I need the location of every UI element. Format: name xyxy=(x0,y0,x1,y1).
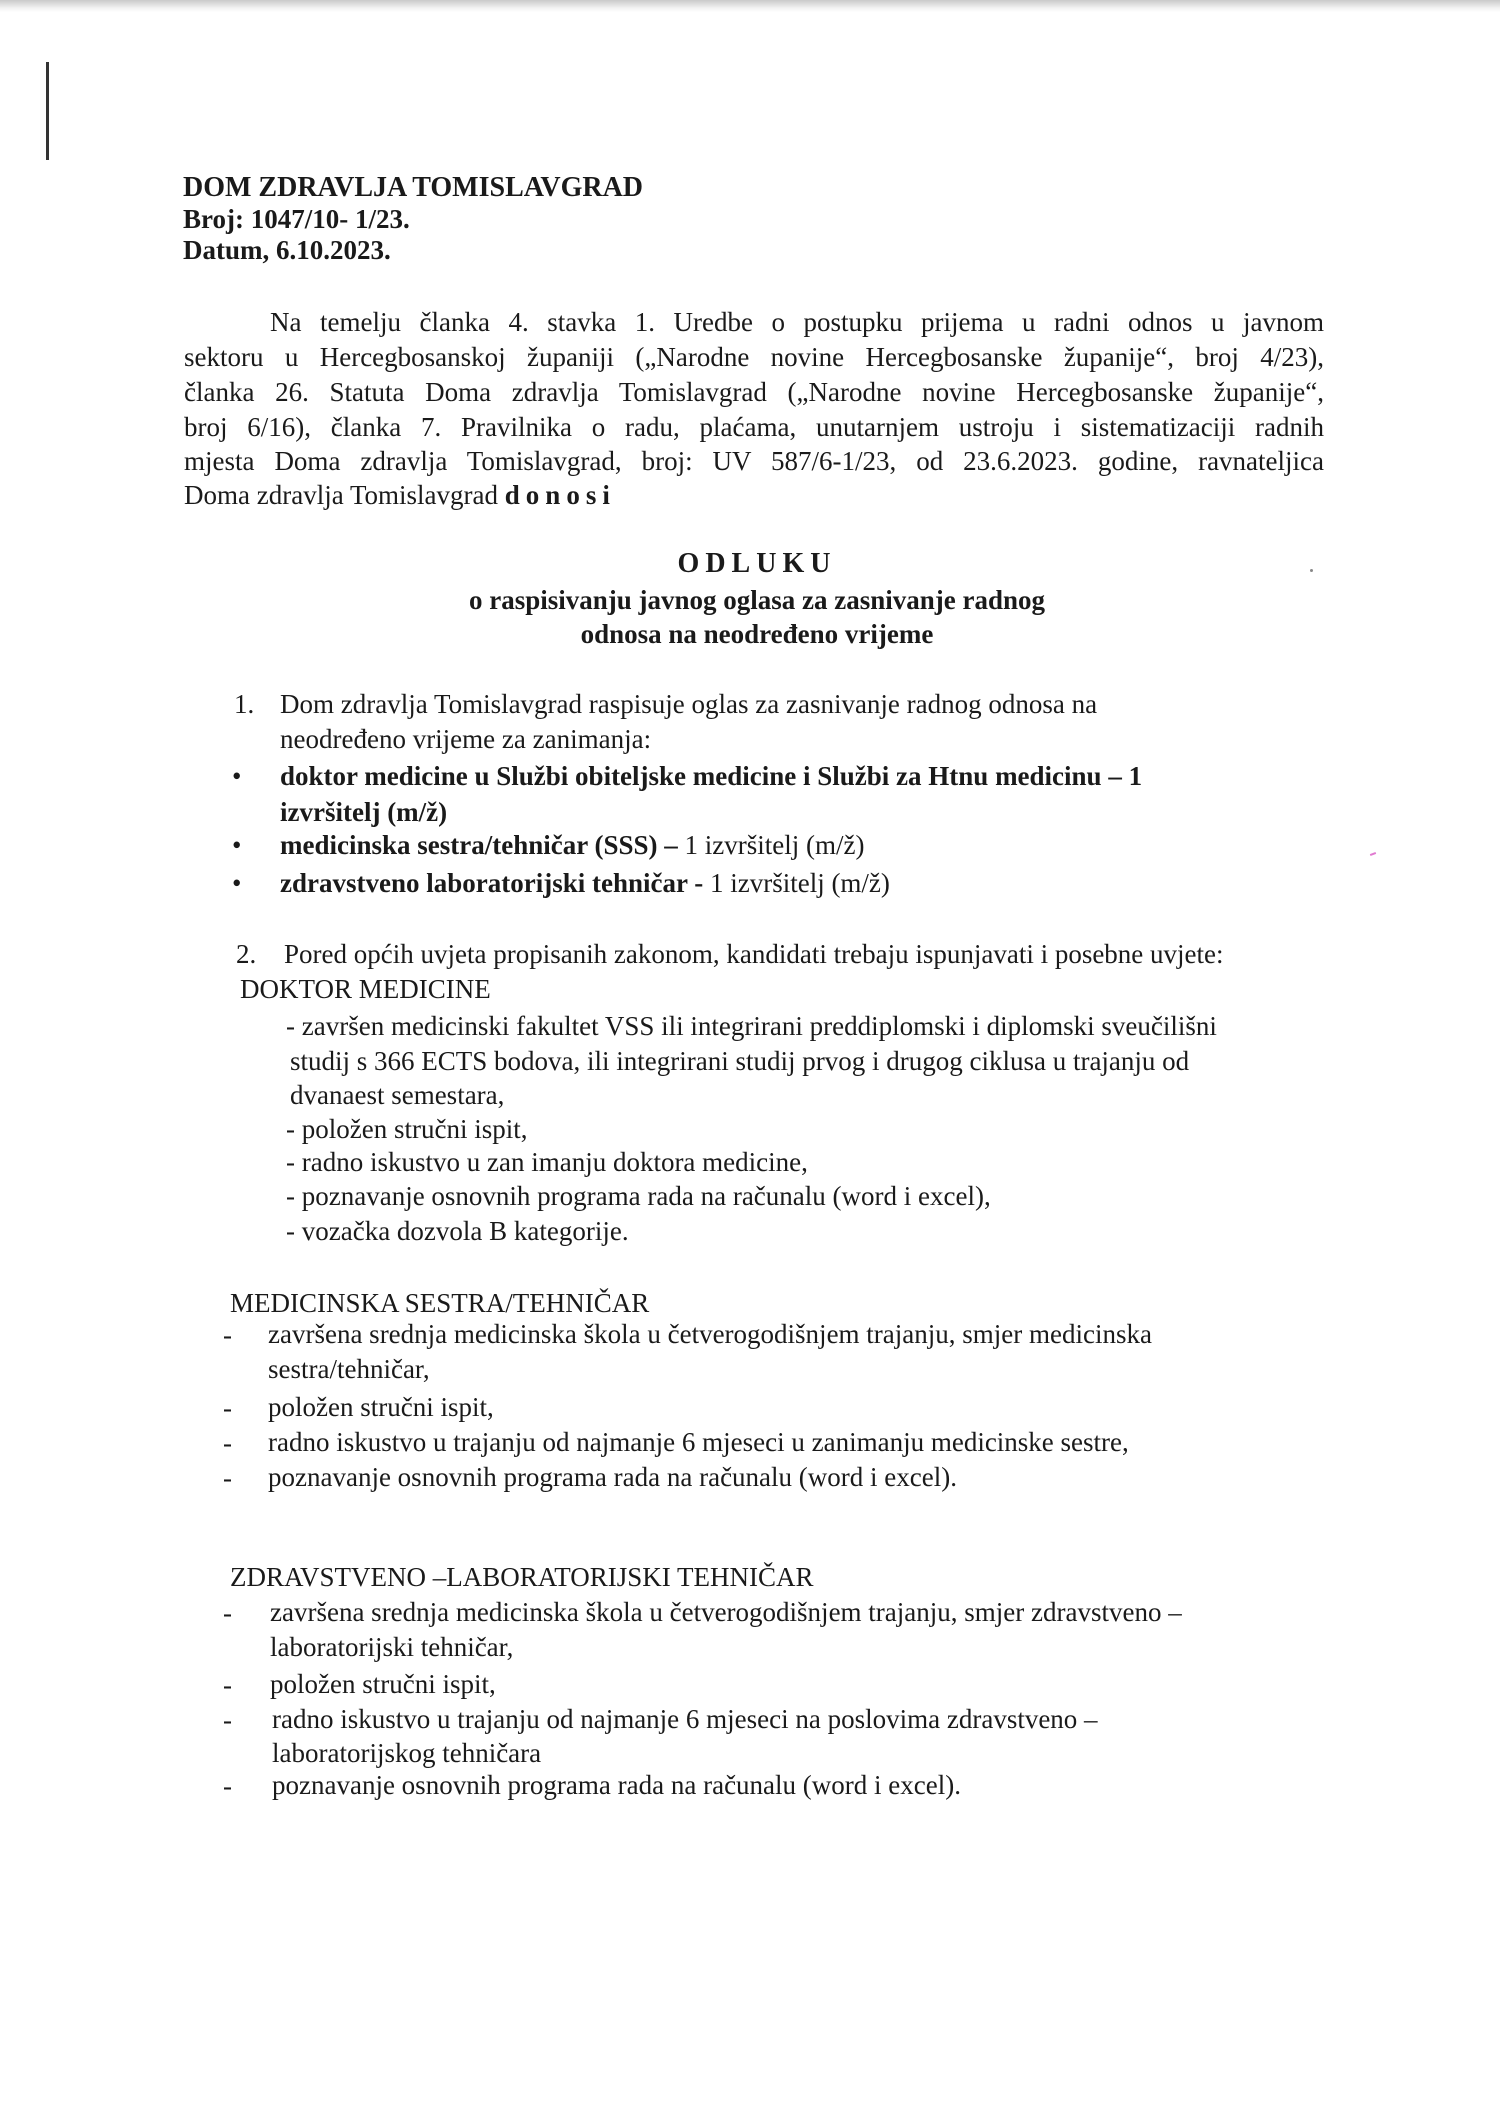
nurse-requirement: radno iskustvo u trajanju od najmanje 6 mjeseci u zanimanju medicinske sestre, xyxy=(268,1427,1129,1457)
dash-icon: - xyxy=(223,1771,232,1801)
doctor-requirement: - položen stručni ispit, xyxy=(286,1114,528,1144)
lab-tech-heading: ZDRAVSTVENO –LABORATORIJSKI TEHNIČAR xyxy=(230,1562,814,1592)
nurse-requirement: sestra/tehničar, xyxy=(268,1354,430,1384)
position-count: 1 izvršitelj (m/ž) xyxy=(709,868,890,898)
position-count: 1 izvršitelj (m/ž) xyxy=(684,830,865,860)
preamble-line: broj 6/16), članka 7. Pravilnika o radu, plaćama, unutarnjem ustroju i sistematizaciji radnih xyxy=(184,412,1324,442)
scan-mark xyxy=(46,62,49,160)
dash-icon: - xyxy=(223,1428,232,1458)
bullet-icon: • xyxy=(232,830,242,860)
doctor-requirement: dvanaest semestara, xyxy=(290,1080,505,1110)
nurse-requirement: poznavanje osnovnih programa rada na računalu (word i excel). xyxy=(268,1462,957,1492)
ink-speck xyxy=(1370,852,1376,856)
dash-icon: - xyxy=(223,1393,232,1423)
donosi-word: donosi xyxy=(504,480,616,510)
decision-subtitle: o raspisivanju javnog oglasa za zasnivanje radnog xyxy=(468,585,1046,615)
preamble-line: sektoru u Hercegbosanskoj županiji („Narodne novine Hercegbosanske županije“, broj 4/23), xyxy=(184,342,1324,372)
position-lab-tech xyxy=(280,867,890,899)
lab-tech-requirement: laboratorijski tehničar, xyxy=(270,1632,514,1662)
preamble-line: mjesta Doma zdravlja Tomislavgrad, broj: UV 587/6-1/23, od 23.6.2023. godine, ravnateljica xyxy=(184,446,1324,476)
dash-icon: - xyxy=(223,1320,232,1350)
preamble-last-line xyxy=(184,479,616,511)
lab-tech-requirement: laboratorijskog tehničara xyxy=(272,1738,542,1768)
position-doctor-cont: izvršitelj (m/ž) xyxy=(280,797,448,827)
lab-tech-requirement: završena srednja medicinska škola u četverogodišnjem trajanju, smjer zdravstveno – xyxy=(270,1597,1182,1627)
preamble-line: članka 26. Statuta Doma zdravlja Tomislavgrad („Narodne novine Hercegbosanske županije“, xyxy=(184,377,1324,407)
bullet-icon: • xyxy=(232,761,242,791)
dash-icon: - xyxy=(223,1463,232,1493)
doctor-requirement: - vozačka dozvola B kategorije. xyxy=(286,1216,629,1246)
dash-icon: - xyxy=(223,1598,232,1628)
lab-tech-requirement: radno iskustvo u trajanju od najmanje 6 mjeseci na poslovima zdravstveno – xyxy=(272,1704,1098,1734)
section-2-intro: Pored općih uvjeta propisanih zakonom, kandidati trebaju ispunjavati i posebne uvjete: xyxy=(284,939,1224,969)
scan-edge xyxy=(0,0,1500,12)
section-1-text: neodređeno vrijeme za zanimanja: xyxy=(280,724,652,754)
lab-tech-requirement: poznavanje osnovnih programa rada na računalu (word i excel). xyxy=(272,1770,961,1800)
dash-icon: - xyxy=(223,1670,232,1700)
lab-tech-requirement: položen stručni ispit, xyxy=(270,1669,496,1699)
decision-subtitle: odnosa na neodređeno vrijeme xyxy=(580,619,934,649)
section-2-number: 2. xyxy=(236,939,257,969)
preamble-line: Na temelju članka 4. stavka 1. Uredbe o postupku prijema u radni odnos u javnom xyxy=(270,307,1324,337)
institution-name: DOM ZDRAVLJA TOMISLAVGRAD xyxy=(183,172,644,203)
doctor-requirement: - završen medicinski fakultet VSS ili integrirani preddiplomski i diplomski sveučilišni xyxy=(286,1011,1217,1041)
section-1-number: 1. xyxy=(234,689,255,719)
nurse-heading: MEDICINSKA SESTRA/TEHNIČAR xyxy=(230,1288,650,1318)
position-title: zdravstveno laboratorijski tehničar - xyxy=(280,868,710,898)
nurse-requirement: završena srednja medicinska škola u četverogodišnjem trajanju, smjer medicinska xyxy=(268,1319,1152,1349)
doctor-requirement: studij s 366 ECTS bodova, ili integrirani studij prvog i drugog ciklusa u trajanju od xyxy=(290,1046,1190,1076)
position-title: medicinska sestra/tehničar (SSS) – xyxy=(280,830,685,860)
section-1-text: Dom zdravlja Tomislavgrad raspisuje oglas za zasnivanje radnog odnosa na xyxy=(280,689,1098,719)
decision-title: ODLUKU xyxy=(677,548,837,579)
nurse-requirement: položen stručni ispit, xyxy=(268,1392,494,1422)
document-date: Datum, 6.10.2023. xyxy=(183,235,391,265)
doctor-requirement: - poznavanje osnovnih programa rada na računalu (word i excel), xyxy=(286,1181,991,1211)
doctor-heading: DOKTOR MEDICINE xyxy=(240,974,491,1004)
position-nurse xyxy=(280,829,864,861)
dash-icon: - xyxy=(223,1705,232,1735)
document-number: Broj: 1047/10- 1/23. xyxy=(183,204,410,234)
bullet-icon: • xyxy=(232,868,242,898)
doctor-requirement: - radno iskustvo u zan imanju doktora medicine, xyxy=(286,1147,808,1177)
position-doctor: doktor medicine u Službi obiteljske medicine i Službi za Htnu medicinu – 1 xyxy=(280,761,1143,791)
preamble-text: Doma zdravlja Tomislavgrad xyxy=(184,480,505,510)
